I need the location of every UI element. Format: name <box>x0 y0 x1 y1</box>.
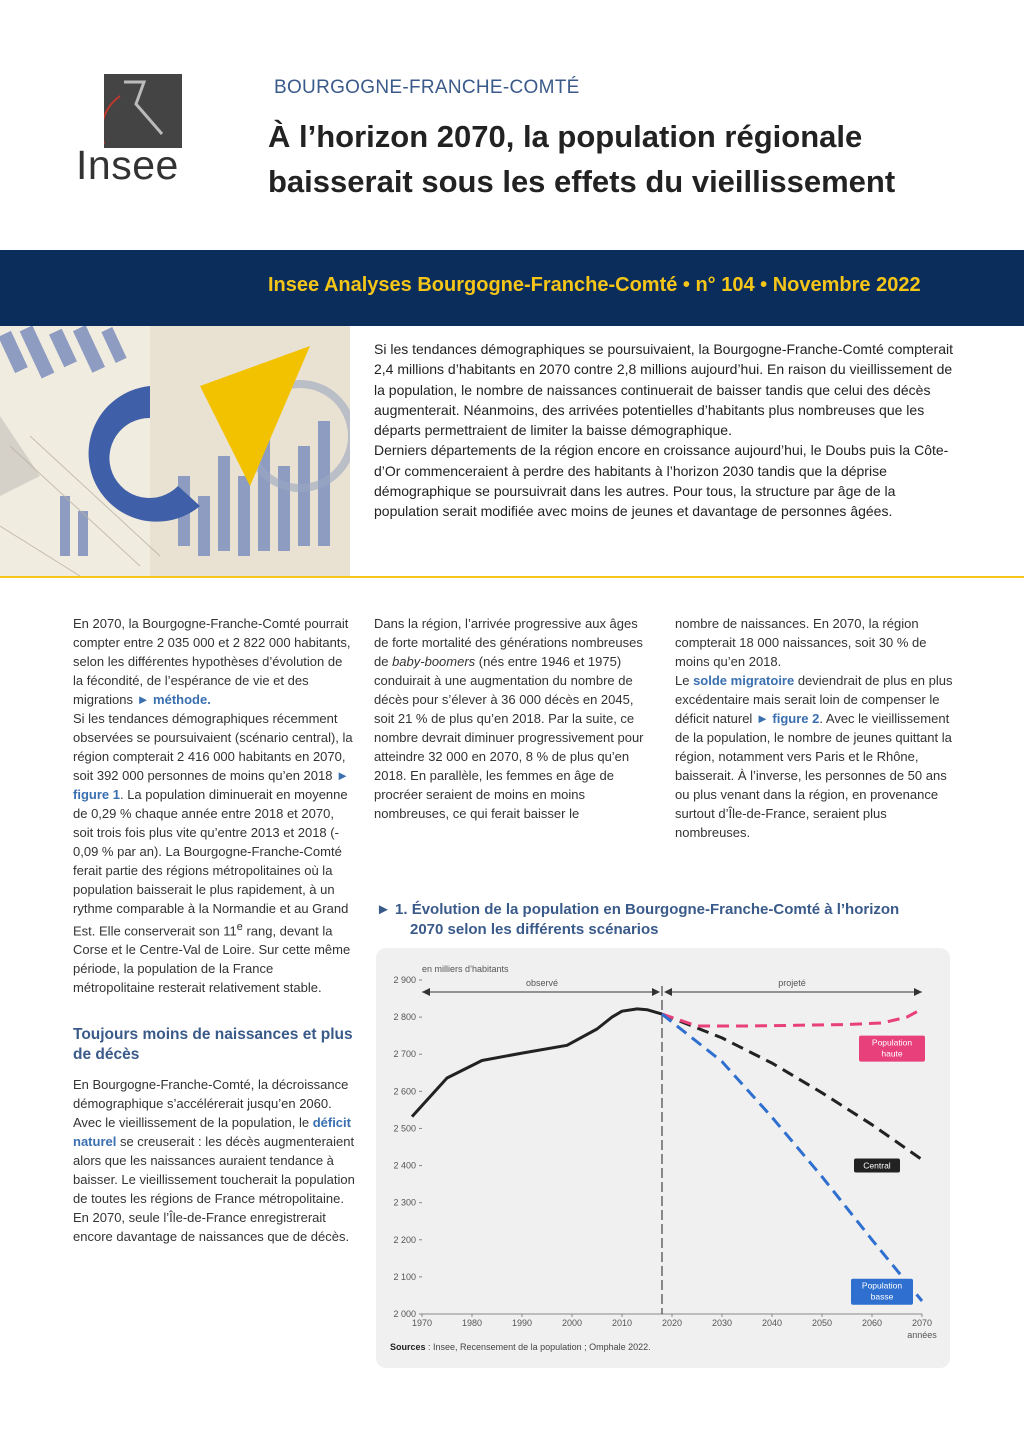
c2-text-a: Dans la région, l’arrivée progressive aux âges de forte mortalité des générations nombreuses de <box>374 616 643 669</box>
link-figure-1[interactable]: ► figure 1 <box>73 768 349 802</box>
c1-text-3b: se creuserait : les décès augmenteraient alors que les naissances auraient tendance à baisser. Le vieillissement toucherait la population de toutes les régions de France métropolitaine. En 2070, seule l’Île-de-France enregistrerait encore davantage de naissances que de décès. <box>73 1134 355 1245</box>
publication-reference: Insee Analyses Bourgogne-Franche-Comté • n° 104 • Novembre 2022 <box>268 274 921 296</box>
c1-paragraph-2 <box>73 709 355 997</box>
series-label: haute <box>881 1048 903 1059</box>
column-3 <box>675 614 955 842</box>
x-tick-label: 2010 <box>611 1318 633 1328</box>
series-line <box>412 1009 662 1117</box>
x-tick-label: 1980 <box>461 1318 483 1328</box>
figure-title <box>376 900 956 940</box>
x-tick-label: 2050 <box>811 1318 833 1328</box>
c1-text-2b: . La population diminuerait en moyenne de 0,29 % chaque année entre 2018 et 2070, soit trois fois plus vite qu’entre 2013 et 2018 (- 0,09 % par an). La Bourgogne-Franche-Comté ferait partie des régions métropolitaines où la population baisserait le plus rapidement, à un rythme comparable à la Normandie et au Grand Est. Elle conserverait son 11 <box>73 787 349 939</box>
c1-text-2a: Si les tendances démographiques récemment observées se poursuivaient (scénario central), la région compterait 2 416 000 habitants en 2070, soit 392 000 personnes de moins qu’en 2018 <box>73 711 353 783</box>
link-methode[interactable]: ► méthode. <box>136 692 211 707</box>
x-tick-label: 2060 <box>861 1318 883 1328</box>
link-figure-2[interactable]: ► figure 2 <box>755 711 820 726</box>
series-label: Population <box>871 1037 913 1048</box>
c1-paragraph-3 <box>73 1075 355 1246</box>
arrow-head <box>652 988 660 996</box>
link-solde-migratoire[interactable]: solde migratoire <box>693 673 795 688</box>
x-tick-label: 1990 <box>511 1318 533 1328</box>
sources-text: : Insee, Recensement de la population ; Omphale 2022. <box>425 1342 651 1352</box>
c2-text-b: (nés entre 1946 et 1975) conduirait à une augmentation du nombre de décès pour s’élever à 36 000 décès en 2045, soit 21 % de plus qu’en 2018. Par la suite, ce nombre devrait diminuer progressivement pour atteindre 32 000 en 2070, 8 % de plus qu’en 2018. En parallèle, les femmes en âge de procréer seraient de moins en moins nombreuses, ce qui ferait baisser le <box>374 654 644 821</box>
y-tick-label: 2 900 <box>393 975 416 985</box>
summary-paragraph-2: Derniers départements de la région encore en croissance aujourd’hui, le Doubs puis la Côte-d’Or commenceraient à perdre des habitants à l’horizon 2030 tandis que la déprise démographique se poursuivrait dans les autres. Pour tous, la structure par âge de la population serait modifiée avec moins de jeunes et davantage de personnes âgées. <box>374 442 949 520</box>
y-tick-label: 2 700 <box>393 1049 416 1060</box>
cover-illustration <box>0 326 350 576</box>
c1-superscript: e <box>236 921 243 933</box>
column-2 <box>374 614 652 823</box>
insee-logo <box>76 74 188 194</box>
x-tick-label: 1970 <box>411 1318 433 1328</box>
series-line <box>662 1009 922 1026</box>
x-tick-label: 2000 <box>561 1318 583 1328</box>
title-line-1: À l’horizon 2070, la population régionale <box>268 119 863 154</box>
c3-paragraph-1: nombre de naissances. En 2070, la région compterait 18 000 naissances, soit 30 % de moins qu’en 2018. <box>675 616 927 669</box>
observed-label: observé <box>525 978 559 988</box>
page-title <box>268 114 988 204</box>
y-tick-label: 2 000 <box>393 1309 416 1319</box>
c3-paragraph-2 <box>675 671 955 842</box>
c1-text-1: En 2070, la Bourgogne-Franche-Comté pourrait compter entre 2 035 000 et 2 822 000 habitants, selon les différentes hypothèses d’évolution de la fécondité, de l’espérance de vie et des migrations <box>73 616 351 707</box>
series-label: Central <box>863 1160 891 1171</box>
c1-text-3a: En Bourgogne-Franche-Comté, la décroissance démographique s’accélérerait jusqu’en 2060. Avec le vieillissement de la population, le <box>73 1077 349 1131</box>
x-tick-label: 2040 <box>761 1318 783 1328</box>
yellow-divider <box>0 576 1024 578</box>
y-tick-label: 2 300 <box>393 1197 416 1208</box>
c3-text-c: . Avec le vieillissement de la population, le nombre de jeunes quittant la région, notamment vers Paris et le Rhône, baisserait. À l’inverse, les personnes de 50 ans ou plus venant dans la région, en provenance surtout d’Île-de-France, seraient plus nombreuses. <box>675 711 952 840</box>
insee-logo-word: Insee <box>76 142 179 188</box>
figure-title-prefix: ► 1. <box>376 901 412 918</box>
x-tick-label: 2070 <box>911 1318 933 1328</box>
c3-text-b: deviendrait de plus en plus excédentaire mais serait loin de compenser le déficit naturel <box>675 673 953 726</box>
c2-paragraph <box>374 614 652 823</box>
arrow-head <box>664 988 672 996</box>
y-tick-label: 2 100 <box>393 1271 416 1282</box>
population-chart <box>376 948 950 1368</box>
region-label: BOURGOGNE-FRANCHE-COMTÉ <box>274 77 580 98</box>
summary <box>374 339 956 522</box>
y-tick-label: 2 500 <box>393 1123 416 1134</box>
arrow-head <box>914 988 922 996</box>
figure-title-line-1: Évolution de la population en Bourgogne-Franche-Comté à l’horizon <box>411 901 900 918</box>
chart-sources <box>390 1342 651 1352</box>
section-heading: Toujours moins de naissances et plus de décès <box>73 1026 353 1064</box>
c1-paragraph-1 <box>73 614 355 709</box>
c3-text-a: Le <box>675 673 694 688</box>
series-label: basse <box>870 1291 894 1302</box>
figure-title-line-2: 2070 selon les différents scénarios <box>410 921 659 938</box>
y-tick-label: 2 200 <box>393 1234 416 1245</box>
x-axis-label: années <box>907 1330 937 1340</box>
y-tick-label: 2 600 <box>393 1086 416 1097</box>
x-tick-label: 2020 <box>661 1318 683 1328</box>
arrow-head <box>422 988 430 996</box>
y-axis-label: en milliers d’habitants <box>422 964 509 974</box>
chart-svg <box>376 948 950 1368</box>
projected-label: projeté <box>778 978 806 988</box>
summary-paragraph-1: Si les tendances démographiques se poursuivaient, la Bourgogne-Franche-Comté compterait 2,4 millions d’habitants en 2070 contre 2,8 millions aujourd’hui. En raison du vieillissement de la population, le nombre de naissances continuerait de baisser tandis que celui des décès augmenterait. Néanmoins, des arrivées potentielles d’habitants plus nombreuses que les départs permettraient de limiter la baisse démographique. <box>374 341 953 439</box>
c1-text-2c: rang, devant la Corse et le Centre-Val de Loire. Sur cette même période, la population de la France métropolitaine resterait relativement stable. <box>73 923 351 996</box>
sources-label: Sources <box>390 1342 426 1352</box>
y-tick-label: 2 800 <box>393 1012 416 1023</box>
y-tick-label: 2 400 <box>393 1160 416 1171</box>
x-tick-label: 2030 <box>711 1318 733 1328</box>
column-1 <box>73 614 355 1246</box>
link-deficit-naturel[interactable]: déficit naturel <box>73 1115 351 1150</box>
title-line-2: baisserait sous les effets du vieillissement <box>268 164 896 199</box>
series-label: Population <box>861 1280 903 1291</box>
insee-logo-mark <box>104 74 182 148</box>
c2-emphasis: baby-boomers <box>392 654 476 669</box>
